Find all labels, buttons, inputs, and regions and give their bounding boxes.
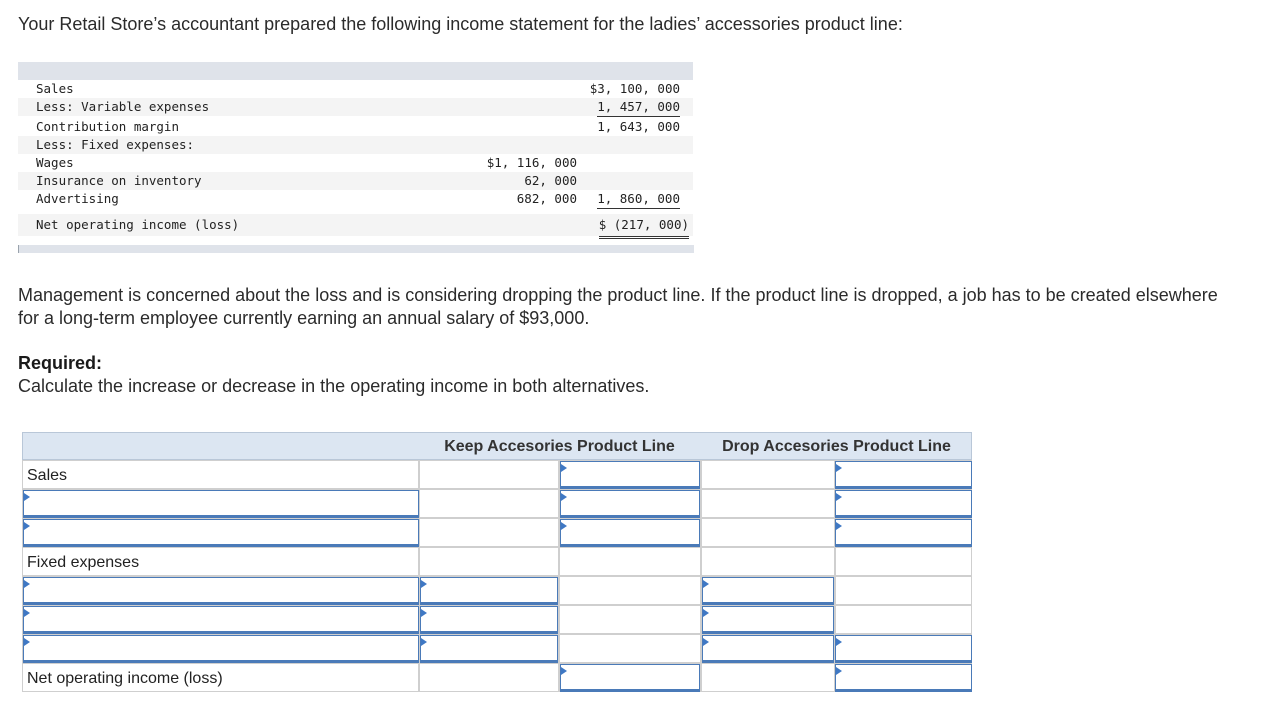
row-7-label-input[interactable] (23, 635, 419, 663)
drop-row-7-total-input[interactable] (835, 635, 972, 663)
income-statement (18, 62, 693, 254)
row-5-label-input[interactable] (23, 577, 419, 605)
keep-row-7-input[interactable] (420, 635, 558, 663)
answer-table-header (22, 432, 972, 460)
statement-label: Contribution margin (36, 119, 179, 134)
drop-row-2-input[interactable] (835, 490, 972, 518)
table-row (22, 547, 972, 576)
statement-value: 1, 457, 000 (597, 98, 680, 117)
statement-row-advertising (18, 190, 693, 208)
keep-row-6-input[interactable] (420, 606, 558, 634)
drop-row-5-input[interactable] (702, 577, 834, 605)
statement-row-insurance (18, 172, 693, 190)
column-header-drop: Drop Accesories Product Line (722, 438, 951, 455)
statement-value: 682, 000 (516, 191, 577, 206)
row-3-label-input[interactable] (23, 519, 419, 547)
table-row (22, 489, 972, 518)
keep-row-2-input[interactable] (560, 490, 700, 518)
statement-value: $1, 116, 000 (486, 155, 577, 170)
statement-row-sales (18, 80, 693, 98)
row-2-label-input[interactable] (23, 490, 419, 518)
statement-value: 62, 000 (524, 173, 577, 188)
statement-header-band (18, 62, 693, 80)
statement-label: Less: Variable expenses (36, 99, 210, 114)
statement-row-variable (18, 98, 693, 116)
statement-label: Sales (36, 81, 74, 96)
statement-value: 1, 643, 000 (597, 119, 680, 134)
row-label-fixed-expenses: Fixed expenses (22, 547, 419, 576)
keep-row-5-input[interactable] (420, 577, 558, 605)
statement-label: Wages (36, 155, 74, 170)
drop-row-7-input[interactable] (702, 635, 834, 663)
problem-paragraph: Management is concerned about the loss and is considering dropping the product line. If the product line is dropped, a job has to be created elsewhere for a long-term employee currently earning an annual salary of $93,000. (18, 285, 1218, 328)
keep-net-income-input[interactable] (560, 664, 700, 692)
drop-sales-input[interactable] (835, 461, 972, 489)
table-row (22, 518, 972, 547)
statement-value: $ (217, 000) (599, 214, 689, 239)
statement-row-wages (18, 154, 693, 172)
table-row (22, 576, 972, 605)
table-row (22, 460, 972, 489)
drop-row-6-input[interactable] (702, 606, 834, 634)
statement-label: Advertising (36, 191, 119, 206)
intro-text: Your Retail Store’s accountant prepared the following income statement for the ladies’ accessories product line: (18, 14, 903, 34)
statement-value: $3, 100, 000 (589, 81, 680, 96)
statement-label: Insurance on inventory (36, 173, 202, 188)
row-6-label-input[interactable] (23, 606, 419, 634)
drop-row-3-input[interactable] (835, 519, 972, 547)
statement-footer-band (18, 245, 694, 253)
required-title: Required: (18, 353, 103, 373)
statement-label: Net operating income (loss) (36, 217, 240, 232)
row-label-net-operating-income: Net operating income (loss) (22, 663, 419, 692)
statement-value: 1, 860, 000 (597, 190, 680, 209)
statement-row-contribution (18, 118, 693, 136)
keep-sales-input[interactable] (560, 461, 700, 489)
drop-net-income-input[interactable] (835, 664, 972, 692)
statement-row-fixed-header (18, 136, 693, 154)
keep-row-3-input[interactable] (560, 519, 700, 547)
row-label-sales: Sales (22, 460, 419, 489)
statement-label: Less: Fixed expenses: (36, 137, 195, 152)
statement-row-net (18, 214, 693, 236)
table-row (22, 634, 972, 663)
table-row (22, 663, 972, 692)
required-text: Calculate the increase or decrease in the operating income in both alternatives. (18, 376, 650, 396)
table-row (22, 605, 972, 634)
column-header-keep: Keep Accesories Product Line (444, 438, 675, 455)
